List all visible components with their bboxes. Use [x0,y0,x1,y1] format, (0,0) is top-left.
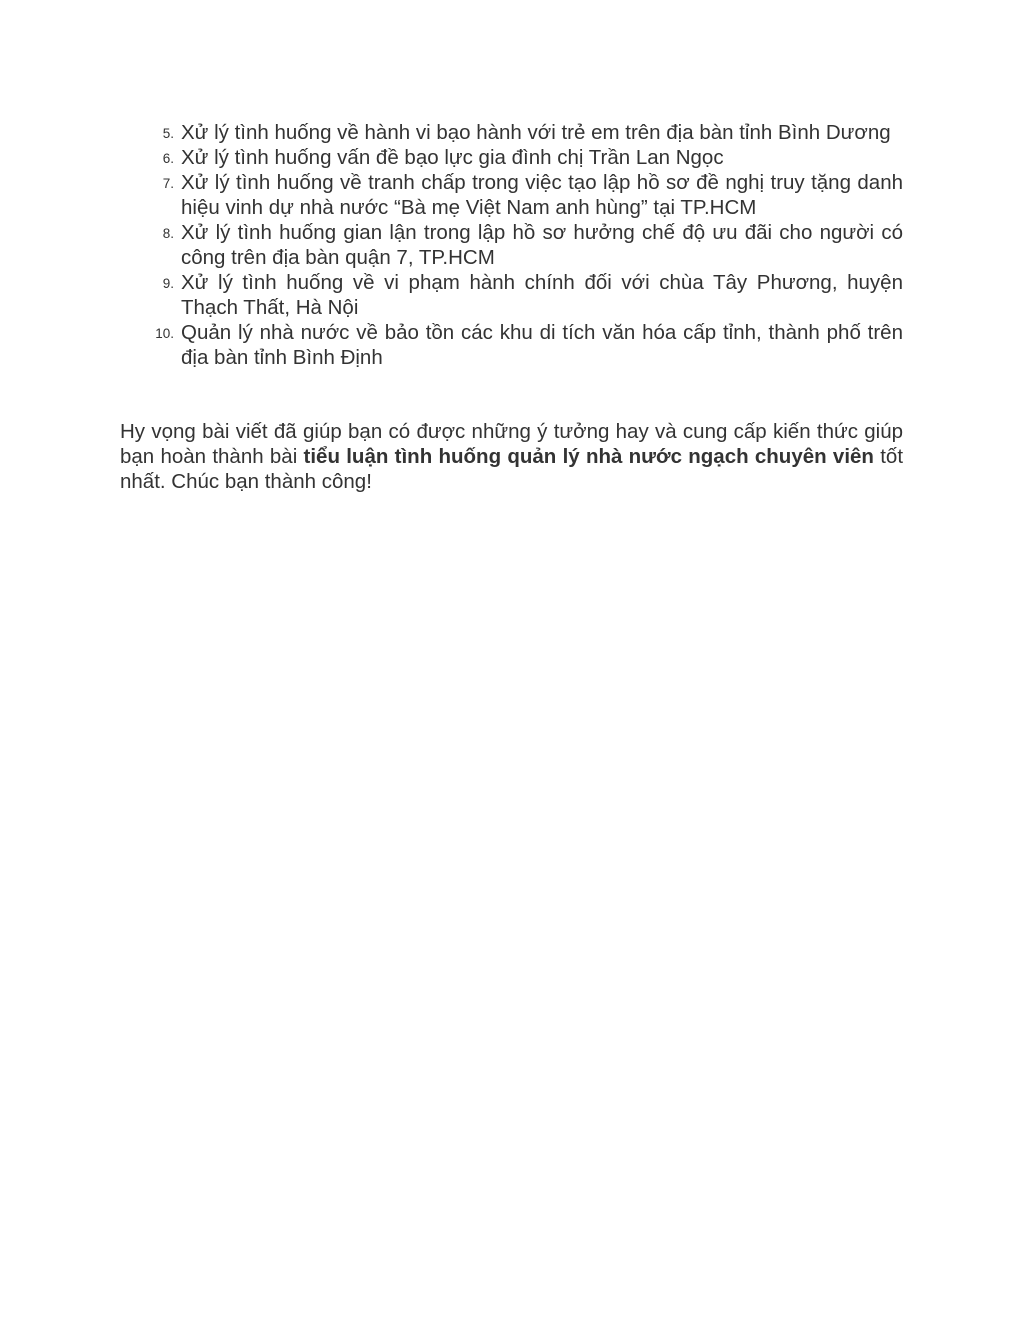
list-item-number: 7. [162,176,174,191]
list-item [120,220,903,270]
list-item-number: 5. [162,126,174,141]
closing-text-after: tốt nhất. Chúc bạn thành công! [120,445,904,493]
list-item-text: Quản lý nhà nước về bảo tồn các khu di tích văn hóa cấp tỉnh, thành phố trên địa bàn tỉnh Bình Định [181,321,903,369]
list-item [120,270,903,320]
closing-paragraph [120,419,903,494]
numbered-list [120,120,903,370]
list-item [120,170,903,220]
list-item-number: 6. [162,151,174,166]
list-item [120,145,903,170]
closing-text-before: Hy vọng bài viết đã giúp bạn có được những ý tưởng hay và cung cấp kiến thức giúp bạn hoàn thành bài [120,420,903,468]
list-item-text: Xử lý tình huống về vi phạm hành chính đối với chùa Tây Phương, huyện Thạch Thất, Hà Nội [181,271,903,319]
list-item-text: Xử lý tình huống gian lận trong lập hồ sơ hưởng chế độ ưu đãi cho người có công trên địa bàn quận 7, TP.HCM [181,221,903,269]
list-item-text: Xử lý tình huống về hành vi bạo hành với trẻ em trên địa bàn tỉnh Bình Dương [181,121,891,144]
list-item [120,320,903,370]
list-item-number: 8. [162,226,174,241]
list-item-text: Xử lý tình huống về tranh chấp trong việc tạo lập hồ sơ đề nghị truy tặng danh hiệu vinh dự nhà nước “Bà mẹ Việt Nam anh hùng” tại TP.HCM [181,171,903,219]
list-item-number: 9. [162,276,174,291]
list-item-text: Xử lý tình huống vấn đề bạo lực gia đình chị Trần Lan Ngọc [181,146,724,169]
list-item [120,120,903,145]
list-item-number: 10. [155,326,174,341]
closing-bold-keyword: tiểu luận tình huống quản lý nhà nước ngạch chuyên viên [303,445,874,468]
